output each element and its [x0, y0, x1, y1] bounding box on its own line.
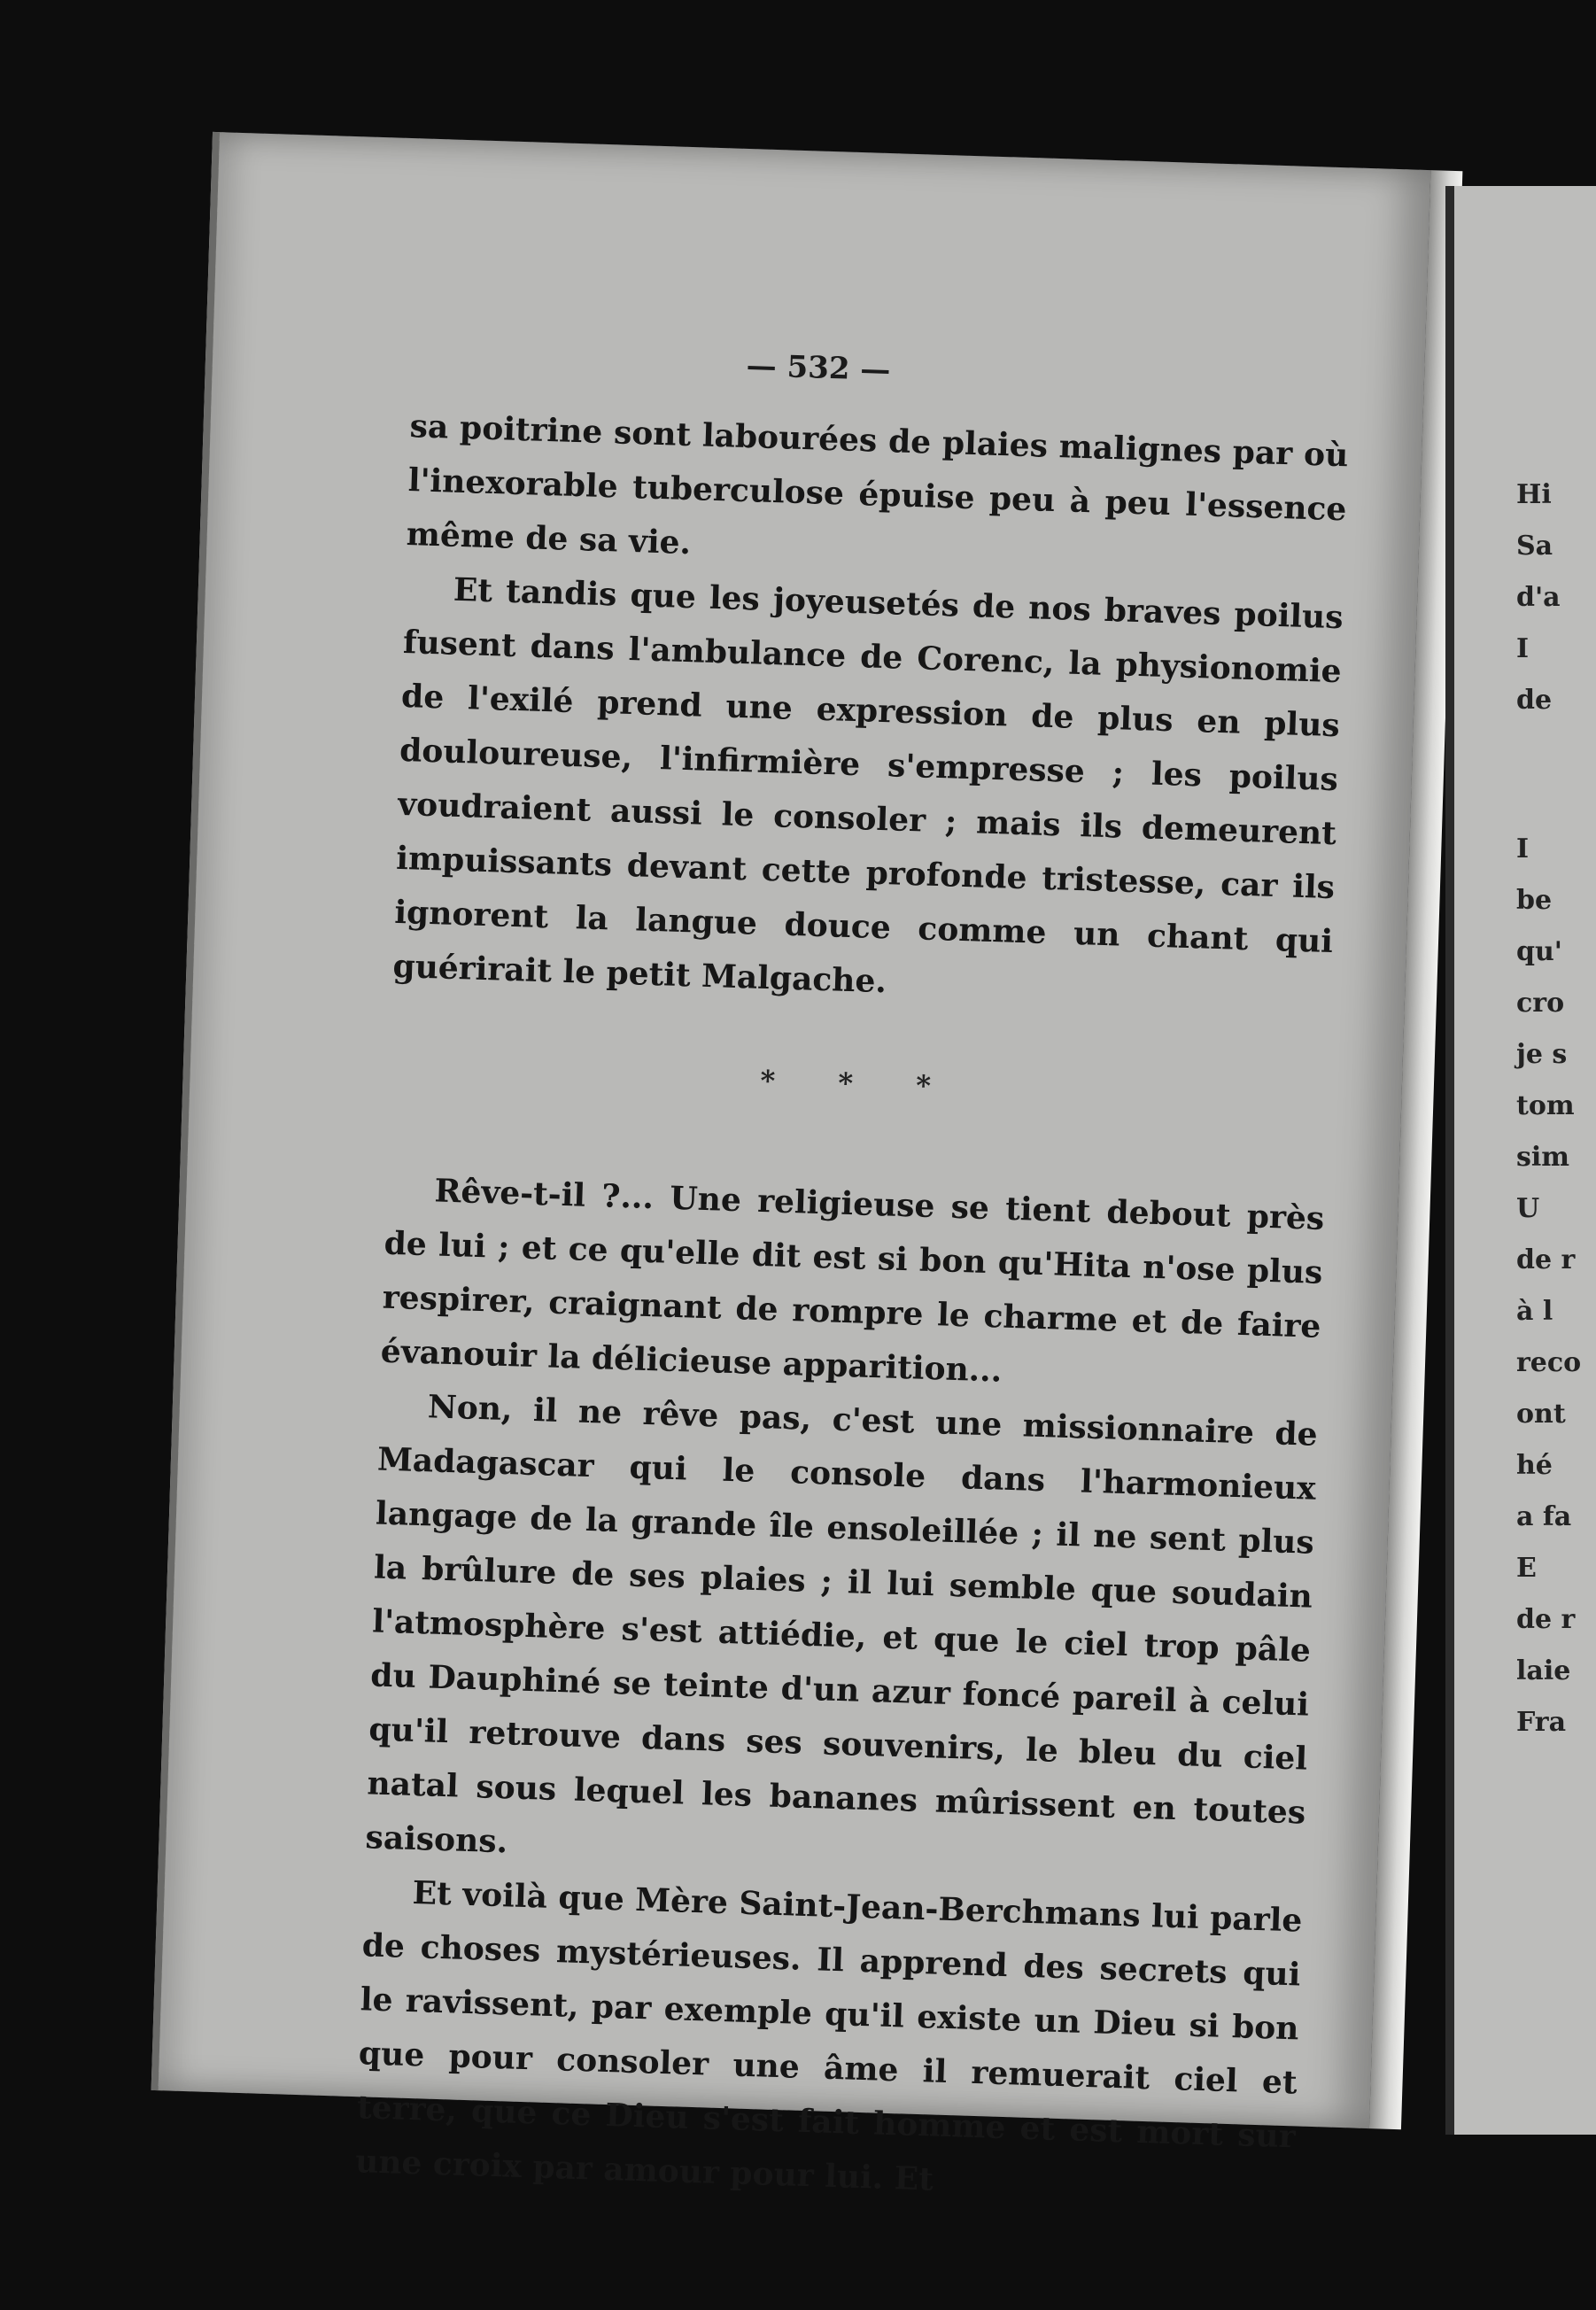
facing-line: sim [1516, 1142, 1570, 1173]
facing-line: qu' [1516, 936, 1562, 967]
facing-line: de r [1516, 1604, 1576, 1635]
paragraph: Non, il ne rêve pas, c'est une missionnaire de Madagascar qui le console dans l'harmonieux langage de la grande île ensoleillée ; il ne sent plus la brûlure de ses plaies ; il lui semble que soudain l'atmosphère s'est attiédie, et que le ciel trop pâle du Dauphiné se teinte d'un azur foncé pareil à celui qu'il retrouve dans ses souvenirs, le bleu du ciel natal sous lequel les bananes mûrissent en toutes saisons. [365, 1388, 1319, 1861]
facing-line: ont [1516, 1399, 1566, 1430]
facing-line: d'a [1516, 582, 1561, 613]
section-separator: * * * [759, 1063, 958, 1104]
paragraph: Et voilà que Mère Saint-Jean-Berchmans lui parle de choses mystérieuses. Il apprend des secrets qui le ravissent, par exemple qu'il existe un Dieu si bon que pour consoler une âme il remuerait ciel et terre, que ce Dieu s'est fait homme et est mort sur une croix par amour pour lui. Et [354, 1874, 1303, 2198]
facing-line: hé [1516, 1450, 1553, 1481]
facing-line: E [1516, 1553, 1537, 1584]
facing-line: reco [1516, 1347, 1582, 1378]
page-number: — 532 — [746, 348, 891, 389]
left-page [151, 132, 1431, 2198]
facing-page-text [1516, 469, 1587, 1748]
facing-line: Hi [1516, 479, 1552, 510]
facing-line: I [1516, 833, 1530, 864]
facing-line: de r [1516, 1244, 1576, 1275]
facing-line: à l [1516, 1296, 1553, 1327]
facing-line: Sa [1516, 531, 1553, 562]
page-text [354, 399, 1349, 2218]
facing-line: de [1516, 685, 1553, 716]
paragraph: sa poitrine sont labourées de plaies malignes par où l'inexorable tuberculose épuise peu à peu l'essence même de sa vie. [406, 407, 1349, 562]
facing-line: Fra [1516, 1707, 1567, 1738]
facing-line: tom [1516, 1090, 1575, 1121]
facing-line: cro [1516, 988, 1565, 1019]
facing-line: U [1516, 1193, 1540, 1224]
facing-line: be [1516, 885, 1553, 916]
paragraph: Et tandis que les joyeusetés de nos braves poilus fusent dans l'ambulance de Corenc, la physionomie de l'exilé prend une expression de plus en plus douloureuse, l'infirmière s'empresse ; les poilus voudraient aussi le consoler ; mais ils demeurent impuissants devant cette profonde tristesse, car ils ignorent la langue douce comme un chant qui guérirait le petit Malgache. [391, 570, 1344, 1001]
paragraph: Rêve-t-il ?... Une religieuse se tient debout près de lui ; et ce qu'elle dit est si bon qu'Hita n'ose plus respirer, craignant de rompre le charme et de faire évanouir la délicieuse apparition... [380, 1172, 1325, 1390]
facing-line: je s [1516, 1039, 1568, 1070]
facing-line: laie [1516, 1655, 1571, 1686]
facing-line: a fa [1516, 1501, 1572, 1532]
facing-line: I [1516, 633, 1530, 664]
